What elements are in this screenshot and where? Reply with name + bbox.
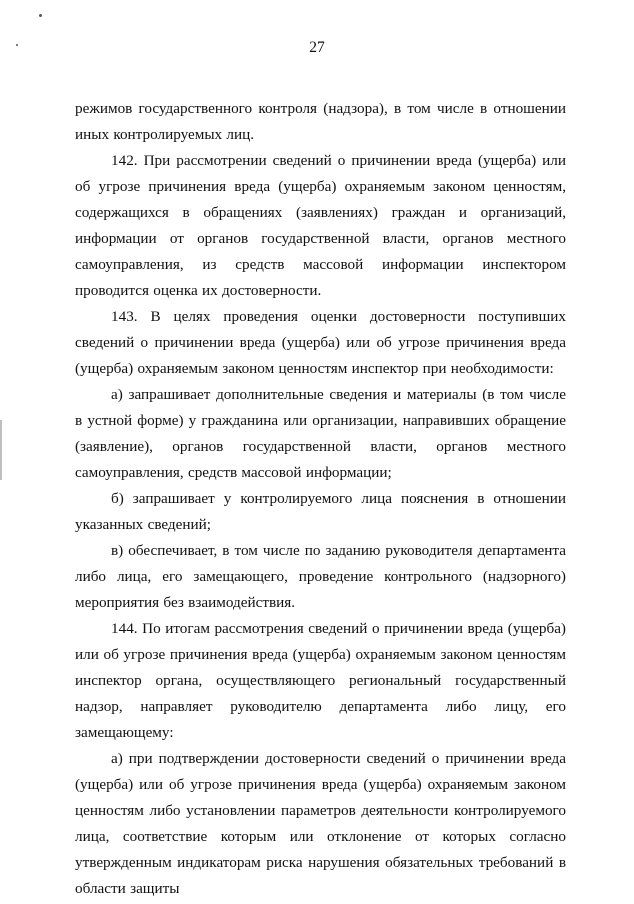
scan-edge-mark	[0, 420, 2, 480]
paragraph-item-143-b: б) запрашивает у контролируемого лица пояснения в отношении указанных сведений;	[75, 490, 566, 533]
page-number: 27	[309, 39, 325, 56]
paragraph-item-144: 144. По итогам рассмотрения сведений о причинении вреда (ущерба) или об угрозе причинения вреда (ущерба) охраняемым законом ценностям инспектор органа, осуществляющего региональный государственный надзор, направляет руководителю департамента либо лицу, его замещающему:	[75, 620, 566, 741]
document-body	[75, 96, 566, 902]
paragraph-item-143-a: а) запрашивает дополнительные сведения и материалы (в том числе в устной форме) у гражданина или организации, направивших обращение (заявление), органов государственной власти, органов местного самоуправления, средств массовой информации;	[75, 386, 566, 481]
paragraph-item-143-v: в) обеспечивает, в том числе по заданию руководителя департамента либо лица, его замещающего, проведение контрольного (надзорного) мероприятия без взаимодействия.	[75, 542, 566, 611]
paragraph-item-143: 143. В целях проведения оценки достоверности поступивших сведений о причинении вреда (ущерба) или об угрозе причинения вреда (ущерба) охраняемым законом ценностям инспектор при необходимости:	[75, 308, 566, 377]
paragraph-continuation: режимов государственного контроля (надзора), в том числе в отношении иных контролируемых лиц.	[75, 100, 566, 143]
paragraph-item-142: 142. При рассмотрении сведений о причинении вреда (ущерба) или об угрозе причинения вреда (ущерба) охраняемым законом ценностям, содержащихся в обращениях (заявлениях) граждан и организаций, информации от органов государственной власти, органов местного самоуправления, из средств массовой информации инспектором проводится оценка их достоверности.	[75, 152, 566, 299]
paragraph-item-144-a: а) при подтверждении достоверности сведений о причинении вреда (ущерба) или об угрозе причинения вреда (ущерба) охраняемым законом ценностям либо установлении параметров деятельности контролируемого лица, соответствие которым или отклонение от которых согласно утвержденным индикаторам риска нарушения обязательных требований в области защиты	[75, 750, 566, 897]
scan-speck	[39, 14, 42, 17]
